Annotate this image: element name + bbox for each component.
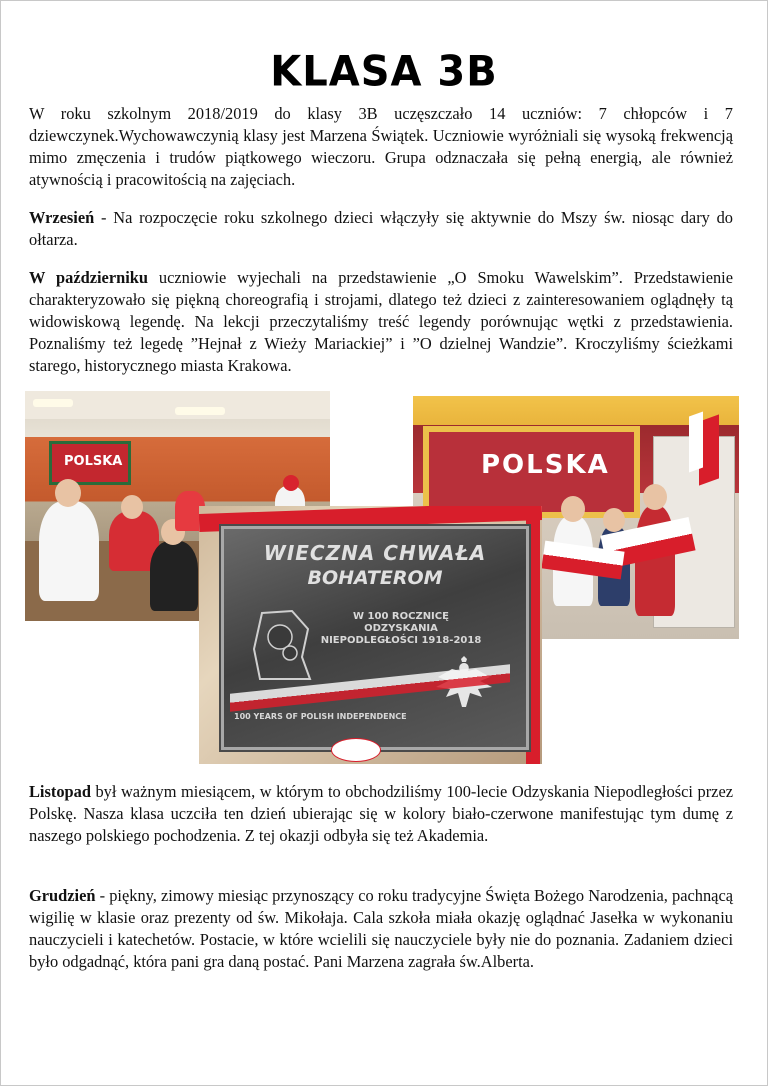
plaque: [221, 526, 529, 750]
september-text: - Na rozpoczęcie roku szkolnego dzieci włączyły się aktywnie do Mszy św. niosąc dary do ołtarza.: [29, 208, 733, 249]
student-head: [643, 484, 667, 510]
november-text: był ważnym miesiącem, w którym to obchodziliśmy 100-lecie Odzyskania Niepodległości przez Polskę. Nasza klasa uczciła ten dzień ubierając się w kolory biało-czerwone manifestując tym dumę z naszego polskiego pochodzenia. Z tej okazji odbyła się też Akademia.: [29, 782, 733, 845]
december-text: - piękny, zimowy miesiąc przynoszący co roku tradycyjne Święta Bożego Narodzenia, pachnącą wigilię w klasie oraz prezenty od św. Mikołaja. Cala szkoła miała okazję oglądnać Jasełka w wykonaniu nauczycieli i katechetów. Postacie, w które wcielili się nauczyciele były nie do poznania. Zadaniem dzieci było odgadnąć, która pani gra daną postać. Pani Marzena zagrała św.Alberta.: [29, 886, 733, 971]
december-paragraph: [29, 885, 733, 973]
student-head: [561, 496, 585, 522]
november-paragraph: [29, 781, 733, 847]
student-head: [55, 479, 81, 507]
student-head: [603, 508, 625, 532]
flag: [689, 411, 703, 472]
class-polska-board: [423, 426, 640, 518]
ribbon-bow: [331, 738, 381, 762]
december-heading: Grudzień: [29, 886, 96, 905]
plaque-line-3: W 100 ROCZNICĘ ODZYSKANIA NIEPODLEGŁOŚCI 1918-2018: [320, 611, 482, 646]
classroom-banner-text: POLSKA: [64, 454, 123, 469]
plaque-line-4: 100 YEARS OF POLISH INDEPENDENCE: [234, 712, 407, 721]
september-heading: Wrzesień: [29, 208, 95, 227]
september-paragraph: [29, 207, 733, 251]
student-head: [283, 475, 299, 491]
november-heading: Listopad: [29, 782, 91, 801]
student: [150, 541, 198, 611]
ceiling-light: [33, 399, 73, 407]
classroom-polska-board: [49, 441, 131, 485]
page-title: KLASA 3B: [270, 47, 498, 97]
october-heading: W październiku: [29, 268, 148, 287]
memorial-plaque-photo: [199, 506, 542, 764]
october-paragraph: [29, 267, 733, 377]
plaque-line-2: BOHATEROM: [307, 567, 443, 589]
october-text: uczniowie wyjechali na przedstawienie „O Smoku Wawelskim”. Przedstawienie charakteryzowało się piękną choreografią i strojami, dlatego też dzieci z zainteresowaniem oglądnęły tą widowiskową legendę. Na lekcji przeczytaliśmy treść legendy porównując wętki z przedstawienia. Poznaliśmy też legedę ”Hejnał z Wieży Mariackiej” i ”O dzielnej Wandzie”. Kroczyliśmy ścieżkami starego, historycznego miasta Krakowa.: [29, 268, 733, 375]
class-banner-text: POLSKA: [481, 450, 610, 480]
student-head: [121, 495, 143, 519]
plaque-line-1: WIECZNA CHWAŁA: [263, 541, 487, 565]
madonna-icon: [252, 609, 314, 681]
ceiling-light: [175, 407, 225, 415]
intro-paragraph: W roku szkolnym 2018/2019 do klasy 3B uczęszczało 14 uczniów: 7 chłopców i 7 dziewczynek.Wychowawczynią klasy jest Marzena Świątek. Uczniowie wyróżniali się wysoką frekwencją mimo zmęczenia i trudów piątkowego wieczoru. Grupa odznaczała się pełną energią, ale również atywnością i pracowitością na zajęciach.: [29, 104, 733, 189]
student: [39, 501, 99, 601]
